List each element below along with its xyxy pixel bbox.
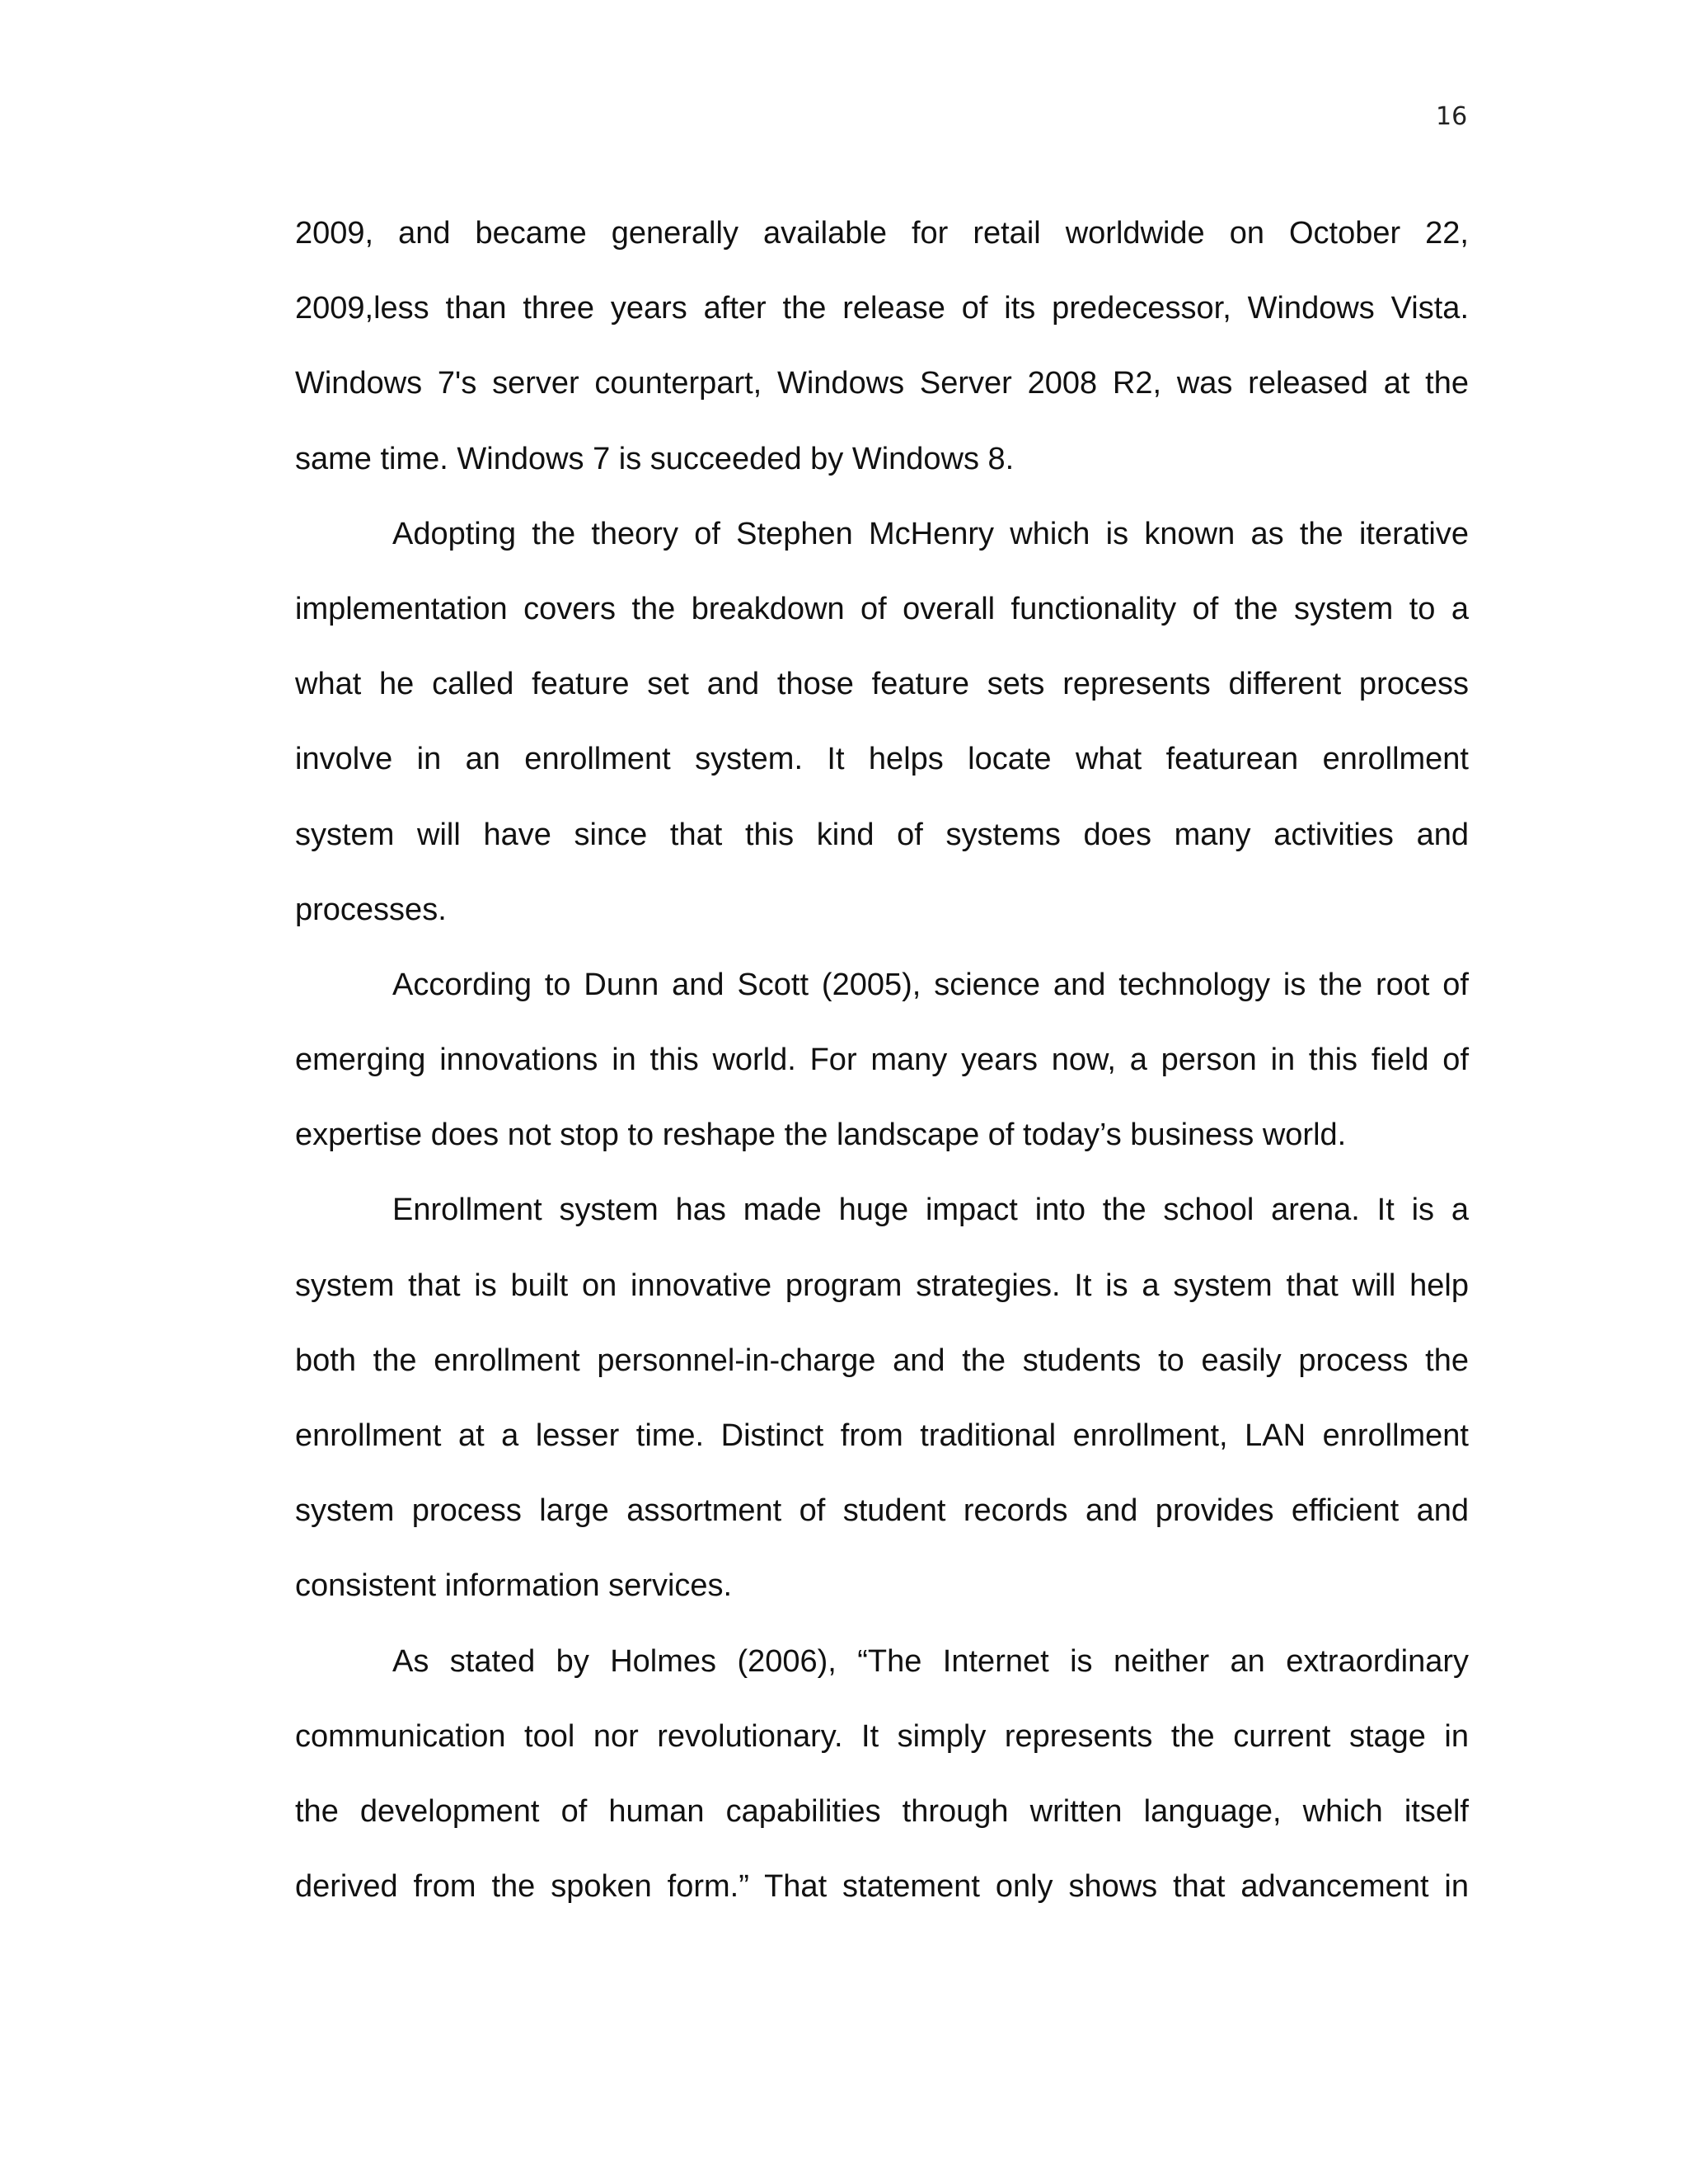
text-line: processes. bbox=[295, 892, 447, 927]
text-line: 2009,less than three years after the release of its predecessor, Windows Vista. bbox=[295, 291, 1469, 326]
body-text bbox=[295, 196, 1469, 1924]
text-line: system process large assortment of student records and provides efficient and bbox=[295, 1493, 1469, 1529]
text-line: enrollment at a lesser time. Distinct from traditional enrollment, LAN enrollment bbox=[295, 1418, 1469, 1453]
text-line: both the enrollment personnel-in-charge and the students to easily process the bbox=[295, 1343, 1469, 1378]
text-line: derived from the spoken form.” That statement only shows that advancement in bbox=[295, 1869, 1469, 1905]
text-line: system that is built on innovative program strategies. It is a system that will help bbox=[295, 1268, 1469, 1303]
text-line: involve in an enrollment system. It helps locate what featurean enrollment bbox=[295, 742, 1469, 777]
text-line: what he called feature set and those feature sets represents different process bbox=[295, 667, 1469, 702]
text-line: Windows 7's server counterpart, Windows Server 2008 R2, was released at the bbox=[295, 366, 1469, 401]
text-line: Adopting the theory of Stephen McHenry which is known as the iterative bbox=[392, 516, 1469, 551]
text-line: expertise does not stop to reshape the landscape of today’s business world. bbox=[295, 1118, 1347, 1153]
text-line: According to Dunn and Scott (2005), science and technology is the root of bbox=[392, 967, 1469, 1002]
page-number: 16 bbox=[1436, 102, 1468, 131]
text-line: the development of human capabilities through written language, which itself bbox=[295, 1793, 1469, 1829]
text-line: implementation covers the breakdown of overall functionality of the system to a bbox=[295, 591, 1469, 626]
text-line: 2009, and became generally available for retail worldwide on October 22, bbox=[295, 216, 1469, 251]
text-line: system will have since that this kind of systems does many activities and bbox=[295, 817, 1469, 852]
text-line: emerging innovations in this world. For many years now, a person in this field of bbox=[295, 1043, 1469, 1078]
text-line: Enrollment system has made huge impact into the school arena. It is a bbox=[392, 1193, 1469, 1228]
text-line: communication tool nor revolutionary. It simply represents the current stage in bbox=[295, 1718, 1469, 1754]
text-line: consistent information services. bbox=[295, 1568, 733, 1604]
text-line: As stated by Holmes (2006), “The Internet is neither an extraordinary bbox=[392, 1643, 1469, 1679]
text-line: same time. Windows 7 is succeeded by Windows 8. bbox=[295, 441, 1015, 476]
